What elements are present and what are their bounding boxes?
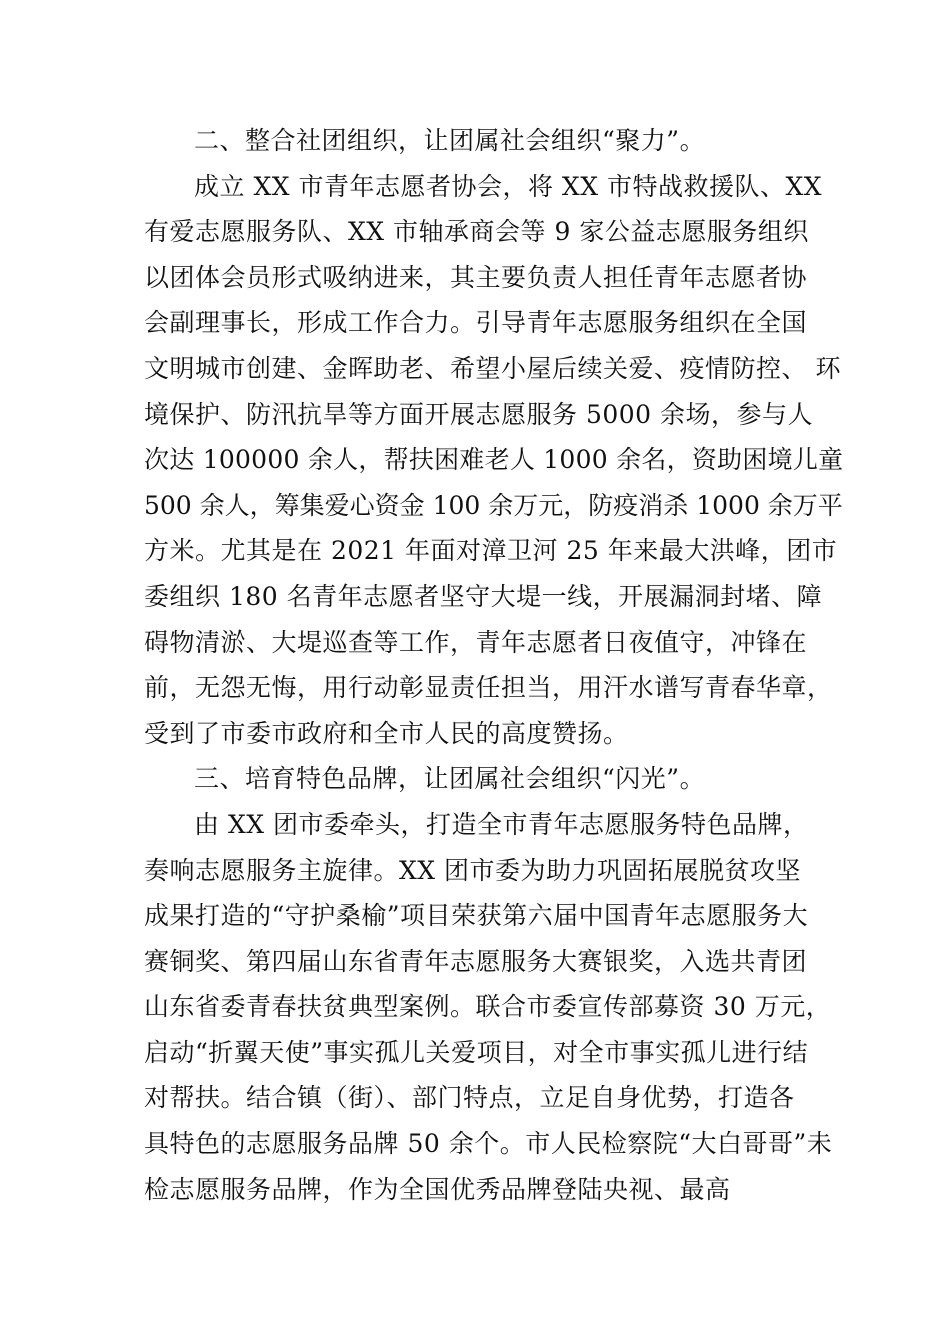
text-line: 有爱志愿服务队、XX 市轴承商会等 9 家公益志愿服务组织: [144, 217, 809, 247]
text-line: 方米。尤其是在 2021 年面对漳卫河 25 年来最大洪峰，团市: [144, 536, 838, 566]
text-line: 文明城市创建、金晖助老、希望小屋后续关爱、疫情防控、 环: [144, 353, 841, 383]
text-line: 以团体会员形式吸纳进来，其主要负责人担任青年志愿者协: [144, 262, 808, 292]
text-line: 奏响志愿服务主旋律。XX 团市委为助力巩固拓展脱贫攻坚: [144, 855, 802, 885]
text-line: 三、培育特色品牌，让团属社会组织“闪光”。: [194, 764, 706, 794]
text-line: 会副理事长，形成工作合力。引导青年志愿服务组织在全国: [144, 308, 808, 338]
text-line: 由 XX 团市委牵头，打造全市青年志愿服务特色品牌，: [194, 809, 809, 839]
text-line: 境保护、防汛抗旱等方面开展志愿服务 5000 余场，参与人: [144, 399, 814, 429]
text-line: 500 余人，筹集爱心资金 100 余万元，防疫消杀 1000 余万平: [144, 490, 843, 520]
text-line: 赛铜奖、第四届山东省青年志愿服务大赛银奖，入选共青团: [144, 946, 808, 976]
text-line: 山东省委青春扶贫典型案例。联合市委宣传部募资 30 万元，: [144, 992, 832, 1022]
text-line: 具特色的志愿服务品牌 50 余个。市人民检察院“大白哥哥”未: [144, 1129, 833, 1159]
text-line: 成立 XX 市青年志愿者协会，将 XX 市特战救援队、XX: [194, 171, 823, 201]
text-line: 委组织 180 名青年志愿者坚守大堤一线，开展漏洞封堵、障: [144, 581, 823, 611]
text-line: 二、整合社团组织，让团属社会组织“聚力”。: [194, 126, 706, 155]
text-line: 受到了市委市政府和全市人民的高度赞扬。: [144, 718, 629, 748]
text-line: 成果打造的“守护桑榆”项目荣获第六届中国青年志愿服务大: [144, 901, 809, 931]
text-line: 次达 100000 余人，帮扶困难老人 1000 余名，资助困境儿童: [144, 445, 844, 475]
text-line: 启动“折翼天使”事实孤儿关爱项目，对全市事实孤儿进行结: [144, 1037, 809, 1067]
document-body: [144, 118, 844, 1212]
text-line: 前，无怨无悔，用行动彰显责任担当，用汗水谱写青春华章，: [144, 673, 833, 703]
text-line: 碍物清淤、大堤巡查等工作，青年志愿者日夜值守，冲锋在: [144, 627, 808, 657]
text-line: 对帮扶。结合镇（街）、部门特点，立足自身优势，打造各: [144, 1083, 795, 1113]
text-line: 检志愿服务品牌，作为全国优秀品牌登陆央视、最高: [144, 1174, 731, 1204]
